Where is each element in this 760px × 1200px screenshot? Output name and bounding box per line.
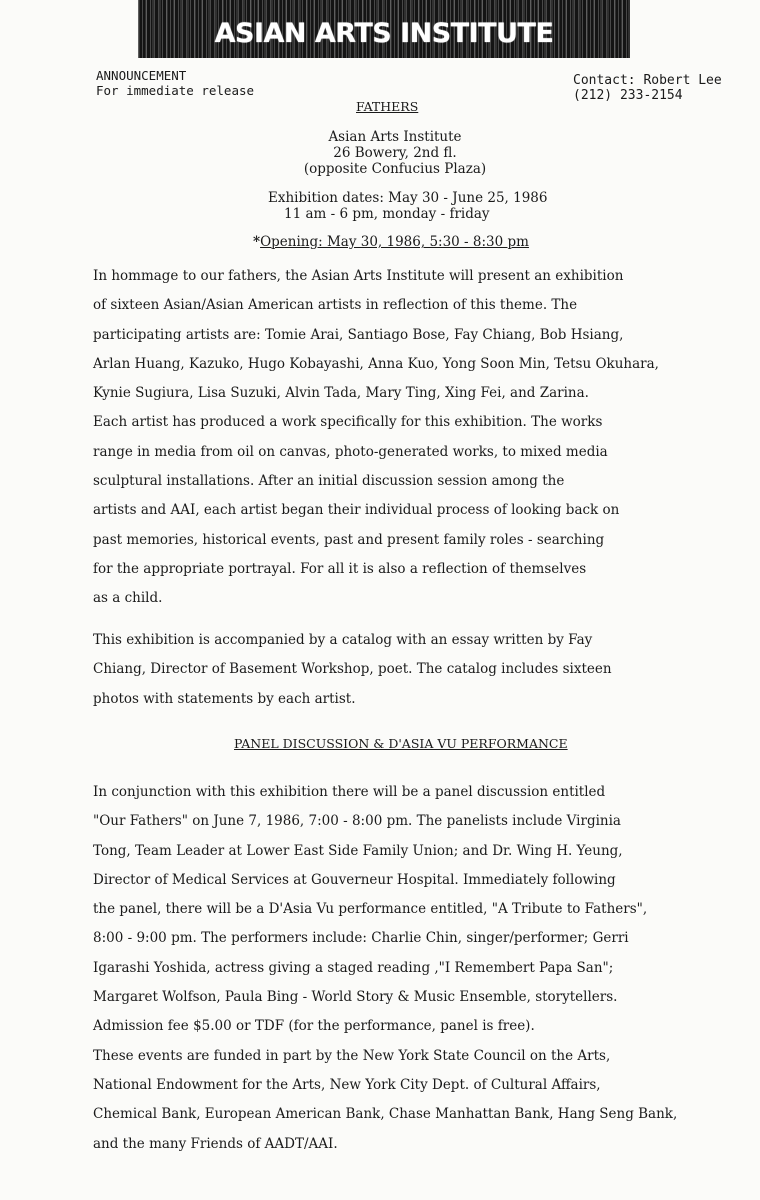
text-line: artists and AAI, each artist began their individual process of looking back on <box>93 502 620 519</box>
panel-section-title: PANEL DISCUSSION & D'ASIA VU PERFORMANCE <box>234 736 568 751</box>
header-left <box>96 68 254 98</box>
exhibition-dates: Exhibition dates: May 30 - June 25, 1986 <box>268 190 548 206</box>
contact-name: Contact: Robert Lee <box>573 73 722 88</box>
venue-landmark: (opposite Confucius Plaza) <box>303 161 487 177</box>
text-line: Tong, Team Leader at Lower East Side Family Union; and Dr. Wing H. Yeung, <box>93 842 623 859</box>
text-line: the panel, there will be a D'Asia Vu performance entitled, "A Tribute to Fathers", <box>93 901 648 918</box>
text-line: Kynie Sugiura, Lisa Suzuki, Alvin Tada, Mary Ting, Xing Fei, and Zarina. <box>93 385 589 402</box>
paragraph-panel <box>93 778 693 1159</box>
institute-banner-logo <box>138 0 630 58</box>
text-line: In conjunction with this exhibition there will be a panel discussion entitled <box>93 784 606 800</box>
contact-phone: (212) 233-2154 <box>573 88 683 103</box>
text-line: In hommage to our fathers, the Asian Arts Institute will present an exhibition <box>93 268 624 284</box>
text-line: This exhibition is accompanied by a catalog with an essay written by Fay <box>93 632 593 648</box>
text-line: for the appropriate portrayal. For all it is also a reflection of themselves <box>93 560 587 577</box>
opening-date: Opening: May 30, 1986, 5:30 - 8:30 pm <box>260 234 529 250</box>
text-line: These events are funded in part by the New York State Council on the Arts, <box>93 1047 611 1064</box>
text-line: Admission fee $5.00 or TDF (for the performance, panel is free). <box>93 1018 535 1035</box>
exhibition-hours: 11 am - 6 pm, monday - friday <box>284 206 490 222</box>
announcement-label: ANNOUNCEMENT <box>96 68 187 83</box>
venue-block <box>250 129 540 177</box>
paragraph-catalog <box>93 626 693 714</box>
text-line: sculptural installations. After an initial discussion session among the <box>93 473 565 490</box>
venue-name: Asian Arts Institute <box>328 129 462 145</box>
text-line: range in media from oil on canvas, photo-generated works, to mixed media <box>93 443 608 460</box>
release-label: For immediate release <box>96 83 255 98</box>
text-line: participating artists are: Tomie Arai, Santiago Bose, Fay Chiang, Bob Hsiang, <box>93 326 624 343</box>
text-line: Chiang, Director of Basement Workshop, poet. The catalog includes sixteen <box>93 661 612 678</box>
text-line: Igarashi Yoshida, actress giving a staged reading ,"I Remembert Papa San"; <box>93 959 614 976</box>
opening-asterisk: * <box>253 234 261 250</box>
text-line: Each artist has produced a work specifically for this exhibition. The works <box>93 414 603 431</box>
text-line: photos with statements by each artist. <box>93 690 356 707</box>
text-line: past memories, historical events, past and present family roles - searching <box>93 531 605 548</box>
text-line: as a child. <box>93 590 163 607</box>
document-title: FATHERS <box>356 99 419 114</box>
text-line: Chemical Bank, European American Bank, Chase Manhattan Bank, Hang Seng Bank, <box>93 1106 678 1123</box>
text-line: and the many Friends of AADT/AAI. <box>93 1135 338 1152</box>
text-line: of sixteen Asian/Asian American artists in reflection of this theme. The <box>93 297 578 314</box>
opening-line <box>253 234 529 250</box>
paragraph-exhibition <box>93 262 693 614</box>
dates-block <box>268 190 547 222</box>
text-line: National Endowment for the Arts, New York City Dept. of Cultural Affairs, <box>93 1076 601 1093</box>
banner-title: ASIAN ARTS INSTITUTE <box>214 18 554 49</box>
venue-address: 26 Bowery, 2nd fl. <box>333 145 457 161</box>
text-line: Arlan Huang, Kazuko, Hugo Kobayashi, Anna Kuo, Yong Soon Min, Tetsu Okuhara, <box>93 355 659 372</box>
text-line: Director of Medical Services at Gouverneur Hospital. Immediately following <box>93 871 616 888</box>
text-line: "Our Fathers" on June 7, 1986, 7:00 - 8:00 pm. The panelists include Virginia <box>93 813 621 830</box>
text-line: Margaret Wolfson, Paula Bing - World Story & Music Ensemble, storytellers. <box>93 989 618 1006</box>
header-contact <box>573 73 722 103</box>
text-line: 8:00 - 9:00 pm. The performers include: Charlie Chin, singer/performer; Gerri <box>93 930 629 947</box>
